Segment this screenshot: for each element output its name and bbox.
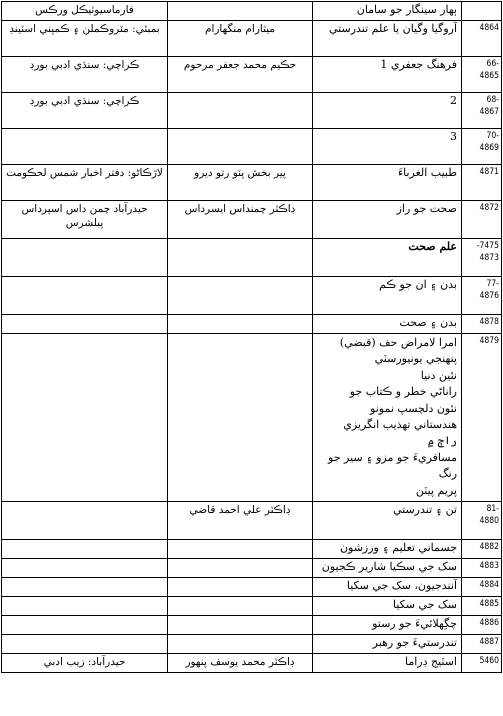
book-author: ڊاڪٽر علي احمد قاضي (168, 502, 313, 540)
book-author (168, 93, 313, 129)
book-title-line: نئون دلچسپ نمونو (370, 401, 457, 415)
table-row (2, 616, 502, 635)
book-title: آنندجيون، سک جي سکيا (313, 578, 462, 597)
table-row (2, 578, 502, 597)
book-title: تندرستيءَ جو رهبر (313, 635, 462, 654)
book-title-line: پنهنجي يونيورسٽي (374, 352, 457, 366)
book-title-line: راناڻي خطر و ڪتاب جو (349, 385, 457, 399)
row-number: -81 4880 (462, 502, 502, 540)
row-number: 4872 (462, 201, 502, 239)
table-row (2, 93, 502, 129)
row-number: -66 4865 (462, 57, 502, 93)
book-title: تن ۽ تندرستي (313, 502, 462, 540)
book-title: 2 (313, 93, 462, 129)
book-title: علم صحت (313, 239, 462, 277)
table-row (2, 165, 502, 201)
book-title: طبيب الغرباءَ (313, 165, 462, 201)
book-title-line: هندستاني تهذيب انگريزي (343, 418, 457, 432)
row-number: 5460 (462, 654, 502, 673)
book-publisher (2, 277, 168, 315)
book-title: بدن ۽ صحت (313, 315, 462, 334)
book-publisher (2, 616, 168, 635)
book-author (168, 277, 313, 315)
book-title-line: راڄ ۾ (427, 434, 457, 448)
table-row (2, 277, 502, 315)
row-number: 4886 (462, 616, 502, 635)
book-title-line: مسافريءَ جو مزو ۽ سير جو (328, 450, 457, 464)
book-title (313, 334, 462, 502)
table-row (2, 129, 502, 165)
book-author (168, 540, 313, 559)
book-publisher (2, 502, 168, 540)
book-title: سک جي سکيا (313, 597, 462, 616)
table-row (2, 597, 502, 616)
book-author (168, 597, 313, 616)
book-author (168, 129, 313, 165)
book-title-line: نئين دنيا (420, 368, 457, 382)
book-publisher (2, 334, 168, 502)
catalog-table (1, 1, 502, 673)
book-publisher: ڪراچي: سنڌي ادبي بورڊ (2, 57, 168, 93)
book-title: صحت جو راز (313, 201, 462, 239)
book-title: بدن ۽ ان جو ڪم (313, 277, 462, 315)
book-author (168, 315, 313, 334)
book-publisher (2, 559, 168, 578)
book-title: ٻهار سينگار جو سامان (313, 2, 462, 21)
book-publisher (2, 635, 168, 654)
row-number: 4864 (462, 21, 502, 57)
book-publisher (2, 540, 168, 559)
table-row (2, 502, 502, 540)
book-author: حڪيم محمد جعفر مرحوم (168, 57, 313, 93)
book-title-line: رنگ (438, 467, 457, 481)
book-author (168, 334, 313, 502)
table-row (2, 334, 502, 502)
book-publisher (2, 597, 168, 616)
book-author: پير بخش پٽو رتو ديرو (168, 165, 313, 201)
book-author (168, 616, 313, 635)
book-title: چگِهلائيءَ جو رستو (313, 616, 462, 635)
row-number: 4882 (462, 540, 502, 559)
table-row (2, 21, 502, 57)
book-author: ڊاڪٽر چمنداس ايسرداس (168, 201, 313, 239)
book-publisher (2, 578, 168, 597)
book-publisher: فارماسيوٽيڪل ورڪس (2, 2, 168, 21)
row-number: 7475- 4873 (462, 239, 502, 277)
book-publisher: ڪراچي: سنڌي ادبي بورڊ (2, 93, 168, 129)
table-row (2, 315, 502, 334)
table-row (2, 57, 502, 93)
book-publisher (2, 315, 168, 334)
book-author (168, 239, 313, 277)
row-number: 4879 (462, 334, 502, 502)
row-number (462, 2, 502, 21)
row-number: 4887 (462, 635, 502, 654)
book-author (168, 578, 313, 597)
table-row (2, 635, 502, 654)
book-title-line: امرا لامراض حف (قبضي) (339, 336, 457, 349)
book-title: فرهنگ جعفري 1 (313, 57, 462, 93)
book-publisher: بمبئي: مٽروڪملن ۽ ڪمپني اسٽينڊ (2, 21, 168, 57)
table-row (2, 2, 502, 21)
book-title-line: پريم پيٽن (415, 483, 457, 497)
book-author (168, 559, 313, 578)
book-title: اسٽيج ڊراما (313, 654, 462, 673)
book-author: ڊاڪٽر محمد يوسف پنهور (168, 654, 313, 673)
row-number: -77 4876 (462, 277, 502, 315)
table-row (2, 239, 502, 277)
table-row (2, 201, 502, 239)
book-title: سک جي سڪيا شارير ڪجيون (313, 559, 462, 578)
row-number: 4878 (462, 315, 502, 334)
book-author (168, 635, 313, 654)
book-publisher (2, 129, 168, 165)
table-row (2, 559, 502, 578)
row-number: 4871 (462, 165, 502, 201)
row-number: 4885 (462, 597, 502, 616)
row-number: -68 4867 (462, 93, 502, 129)
row-number: 4883 (462, 559, 502, 578)
book-author (168, 2, 313, 21)
row-number: -70 4869 (462, 129, 502, 165)
table-row (2, 540, 502, 559)
book-publisher (2, 239, 168, 277)
book-publisher: لاڙڪاڻو: دفتر اخبار شمس لحڪومت (2, 165, 168, 201)
book-title: جسماني تعليم ۽ ورزشون (313, 540, 462, 559)
row-number: 4884 (462, 578, 502, 597)
table-row (2, 654, 502, 673)
book-author: ميثارام منگهارام (168, 21, 313, 57)
book-publisher: حيدرآباد: زيب ادبي (2, 654, 168, 673)
book-publisher: حيدرآباد چمن داس اسپرداس پبلشرس (2, 201, 168, 239)
book-title: 3 (313, 129, 462, 165)
book-title: آروگيا وگيان يا علم تندرستي (313, 21, 462, 57)
